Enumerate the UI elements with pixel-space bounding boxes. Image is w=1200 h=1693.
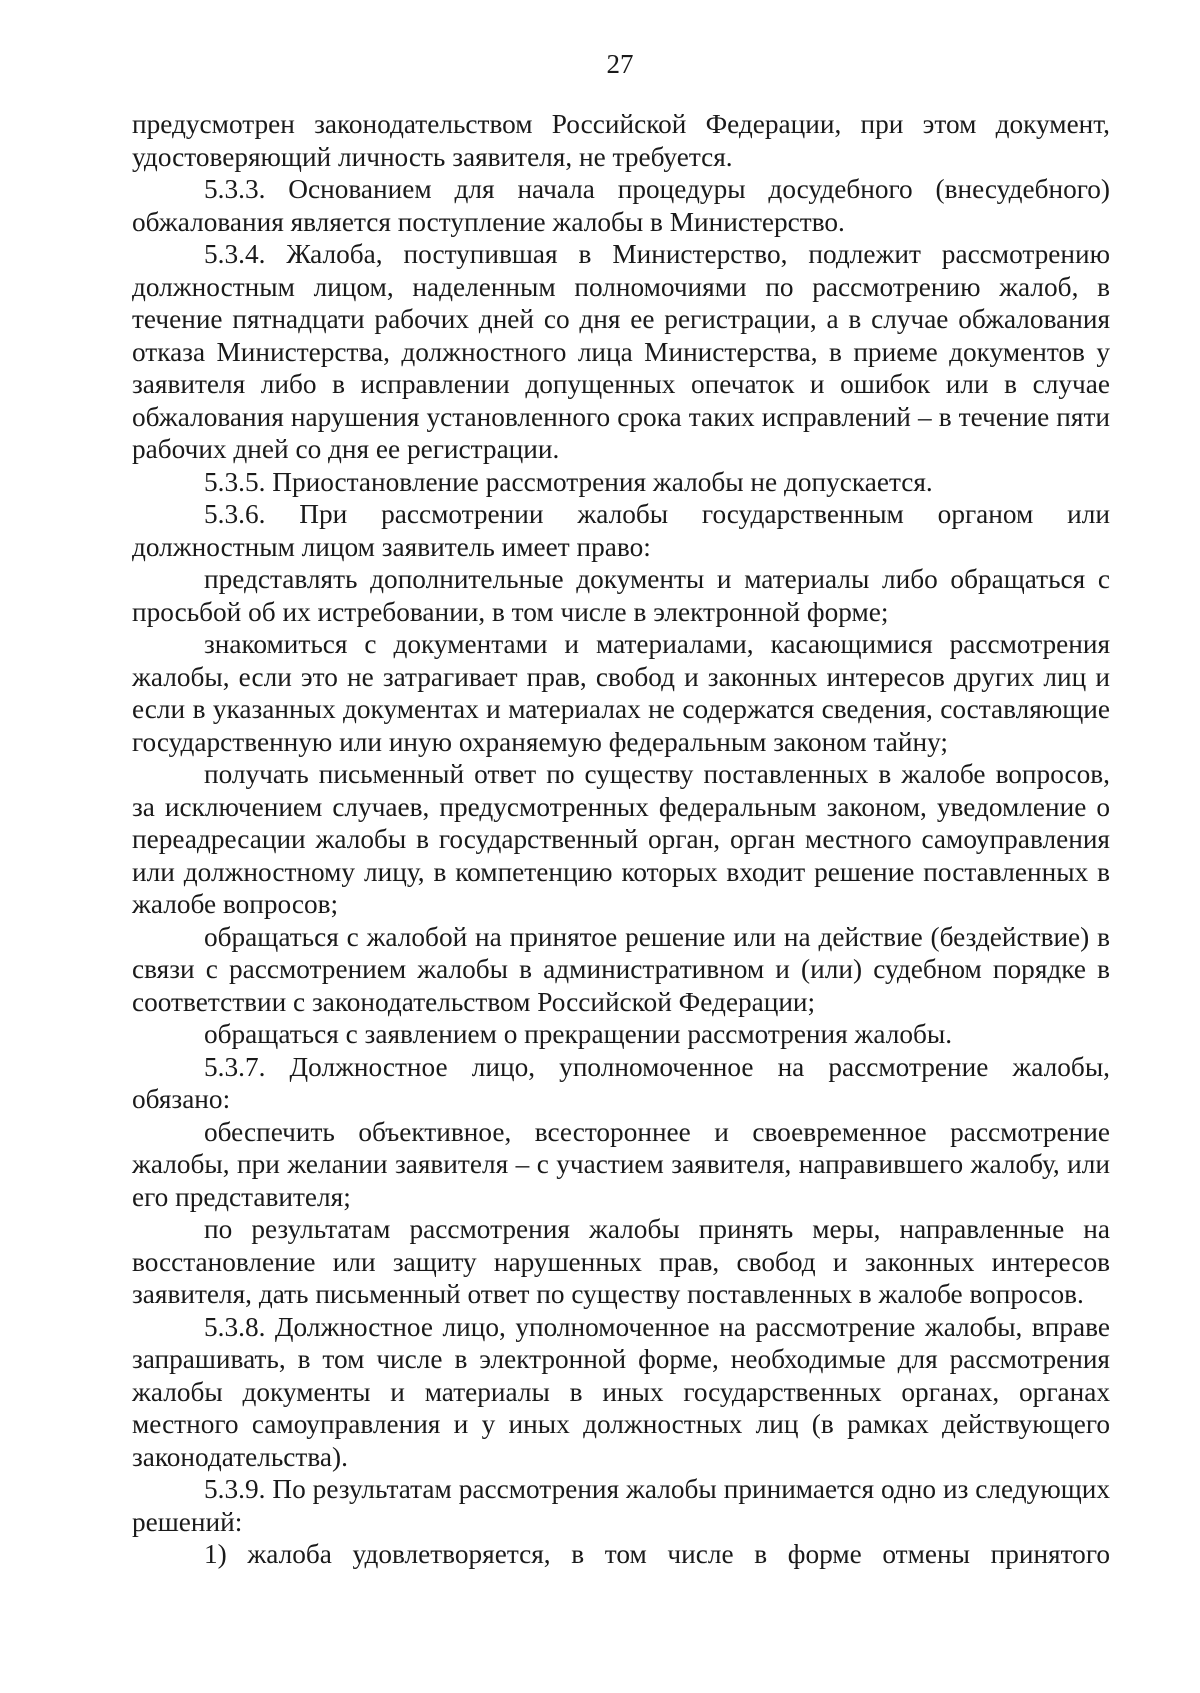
paragraph: по результатам рассмотрения жалобы принять меры, направленные на восстановление или защиту нарушенных прав, свобод и законных интересов заявителя, дать письменный ответ по существу поставленных в жалобе вопросов.: [132, 1214, 1110, 1309]
paragraph: 5.3.3. Основанием для начала процедуры досудебного (внесудебного) обжалования является поступление жалобы в Министерство.: [132, 174, 1110, 237]
paragraph: 5.3.6. При рассмотрении жалобы государственным органом или должностным лицом заявитель имеет право:: [132, 499, 1110, 562]
document-body: [132, 108, 1110, 1571]
paragraph: 5.3.8. Должностное лицо, уполномоченное на рассмотрение жалобы, вправе запрашивать, в том числе в электронной форме, необходимые для рассмотрения жалобы документы и материалы в иных государственных органах, органах местного самоуправления и у иных должностных лиц (в рамках действующего законодательства).: [132, 1311, 1110, 1472]
paragraph: 5.3.4. Жалоба, поступившая в Министерство, подлежит рассмотрению должностным лицом, наделенным полномочиями по рассмотрению жалоб, в течение пятнадцати рабочих дней со дня ее регистрации, а в случае обжалования отказа Министерства, должностного лица Министерства, в приеме документов у заявителя либо в исправлении допущенных опечаток и ошибок или в случае обжалования нарушения установленного срока таких исправлений – в течение пяти рабочих дней со дня ее регистрации.: [132, 239, 1110, 464]
paragraph: обращаться с жалобой на принятое решение или на действие (бездействие) в связи с рассмотрением жалобы в административном и (или) судебном порядке в соответствии с законодательством Российской Федерации;: [132, 921, 1110, 1017]
paragraph: представлять дополнительные документы и материалы либо обращаться с просьбой об их истребовании, в том числе в электронной форме;: [132, 564, 1110, 627]
paragraph: 5.3.9. По результатам рассмотрения жалобы принимается одно из следующих решений:: [132, 1474, 1110, 1537]
paragraph: знакомиться с документами и материалами, касающимися рассмотрения жалобы, если это не затрагивает прав, свобод и законных интересов других лиц и если в указанных документах и материалах не содержатся сведения, составляющие государственную или иную охраняемую федеральным законом тайну;: [132, 629, 1110, 757]
page-number: 27: [606, 49, 634, 79]
paragraph: 5.3.5. Приостановление рассмотрения жалобы не допускается.: [204, 466, 933, 497]
paragraph: 1) жалоба удовлетворяется, в том числе в форме отмены принятого: [204, 1539, 1110, 1569]
paragraph: обращаться с заявлением о прекращении рассмотрения жалобы.: [204, 1019, 953, 1049]
paragraph: предусмотрен законодательством Российской Федерации, при этом документ, удостоверяющий личность заявителя, не требуется.: [132, 109, 1110, 172]
paragraph: 5.3.7. Должностное лицо, уполномоченное на рассмотрение жалобы, обязано:: [132, 1051, 1110, 1114]
paragraph: обеспечить объективное, всестороннее и своевременное рассмотрение жалобы, при желании заявителя – с участием заявителя, направившего жалобу, или его представителя;: [132, 1116, 1110, 1212]
paragraph: получать письменный ответ по существу поставленных в жалобе вопросов, за исключением случаев, предусмотренных федеральным законом, уведомление о переадресации жалобы в государственный орган, орган местного самоуправления или должностному лицу, в компетенцию которых входит решение поставленных в жалобе вопросов;: [132, 759, 1110, 919]
